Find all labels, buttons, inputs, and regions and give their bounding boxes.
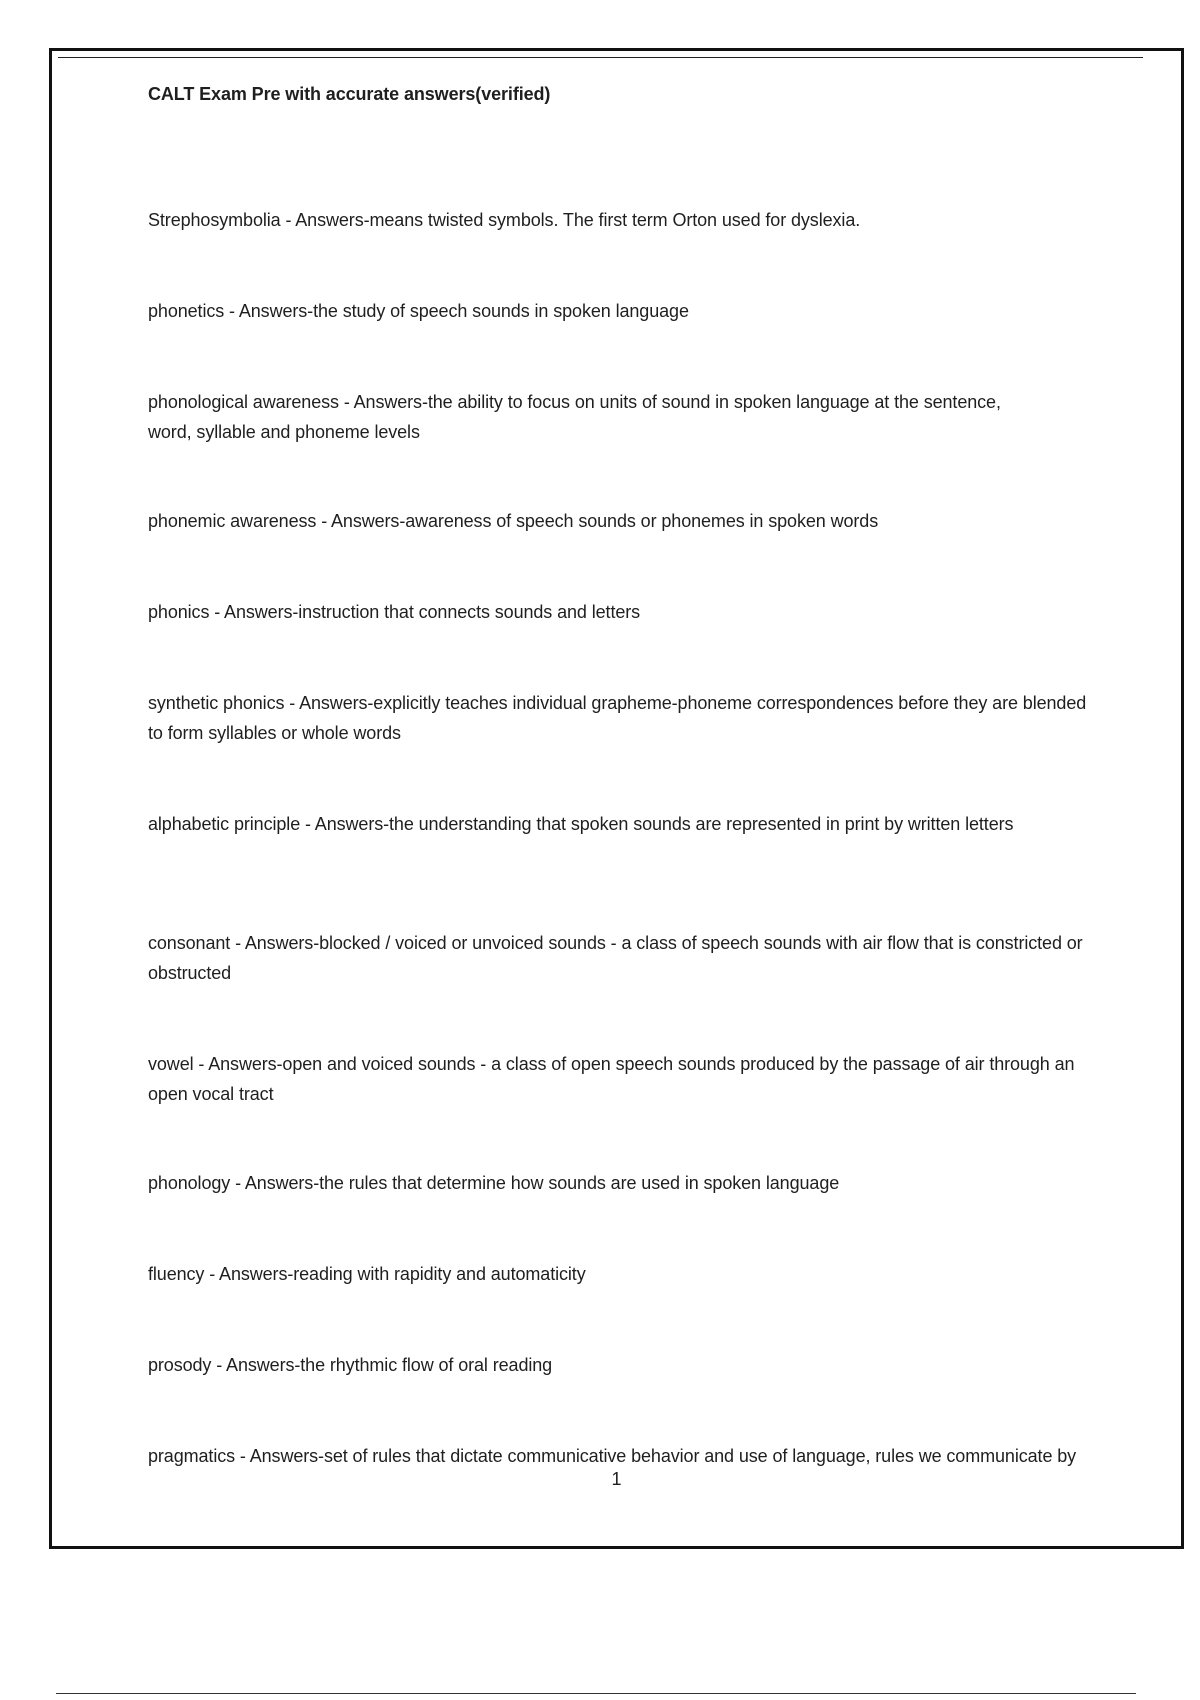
qa-entry-phonics: phonics - Answers-instruction that connects sounds and letters [148, 602, 641, 622]
qa-entry-fluency: fluency - Answers-reading with rapidity and automaticity [148, 1264, 586, 1284]
page-number: 1 [611, 1469, 622, 1489]
qa-entry-consonant: consonant - Answers-blocked / voiced or unvoiced sounds - a class of speech sounds with air flow that is constricted or obstructed [148, 933, 1083, 983]
document-title: CALT Exam Pre with accurate answers(verified) [148, 84, 551, 104]
qa-entry-synthetic-phonics: synthetic phonics - Answers-explicitly teaches individual grapheme-phoneme correspondences before they are blended to form syllables or whole words [148, 693, 1087, 743]
qa-entry-prosody: prosody - Answers-the rhythmic flow of oral reading [148, 1355, 553, 1375]
page-content [148, 81, 1138, 1466]
qa-entry-phonemic-awareness: phonemic awareness - Answers-awareness of speech sounds or phonemes in spoken words [148, 511, 879, 531]
qa-entry-vowel: vowel - Answers-open and voiced sounds - a class of open speech sounds produced by the passage of air through an open vocal tract [148, 1054, 1075, 1104]
qa-entry-phonological-awareness: phonological awareness - Answers-the ability to focus on units of sound in spoken language at the sentence, word, syllable and phoneme levels [148, 392, 1001, 442]
qa-entry-phonetics: phonetics - Answers-the study of speech sounds in spoken language [148, 301, 689, 321]
qa-entry-strephosymbolia: Strephosymbolia - Answers-means twisted symbols. The first term Orton used for dyslexia. [148, 210, 861, 230]
top-rule [58, 57, 1143, 58]
qa-entry-alphabetic-principle: alphabetic principle - Answers-the understanding that spoken sounds are represented in print by written letters [148, 814, 1014, 834]
page-frame [49, 48, 1184, 1549]
qa-entry-phonology: phonology - Answers-the rules that determine how sounds are used in spoken language [148, 1173, 840, 1193]
qa-entry-pragmatics: pragmatics - Answers-set of rules that dictate communicative behavior and use of language, rules we communicate by [148, 1446, 1077, 1466]
next-page-top-rule [56, 1693, 1136, 1694]
